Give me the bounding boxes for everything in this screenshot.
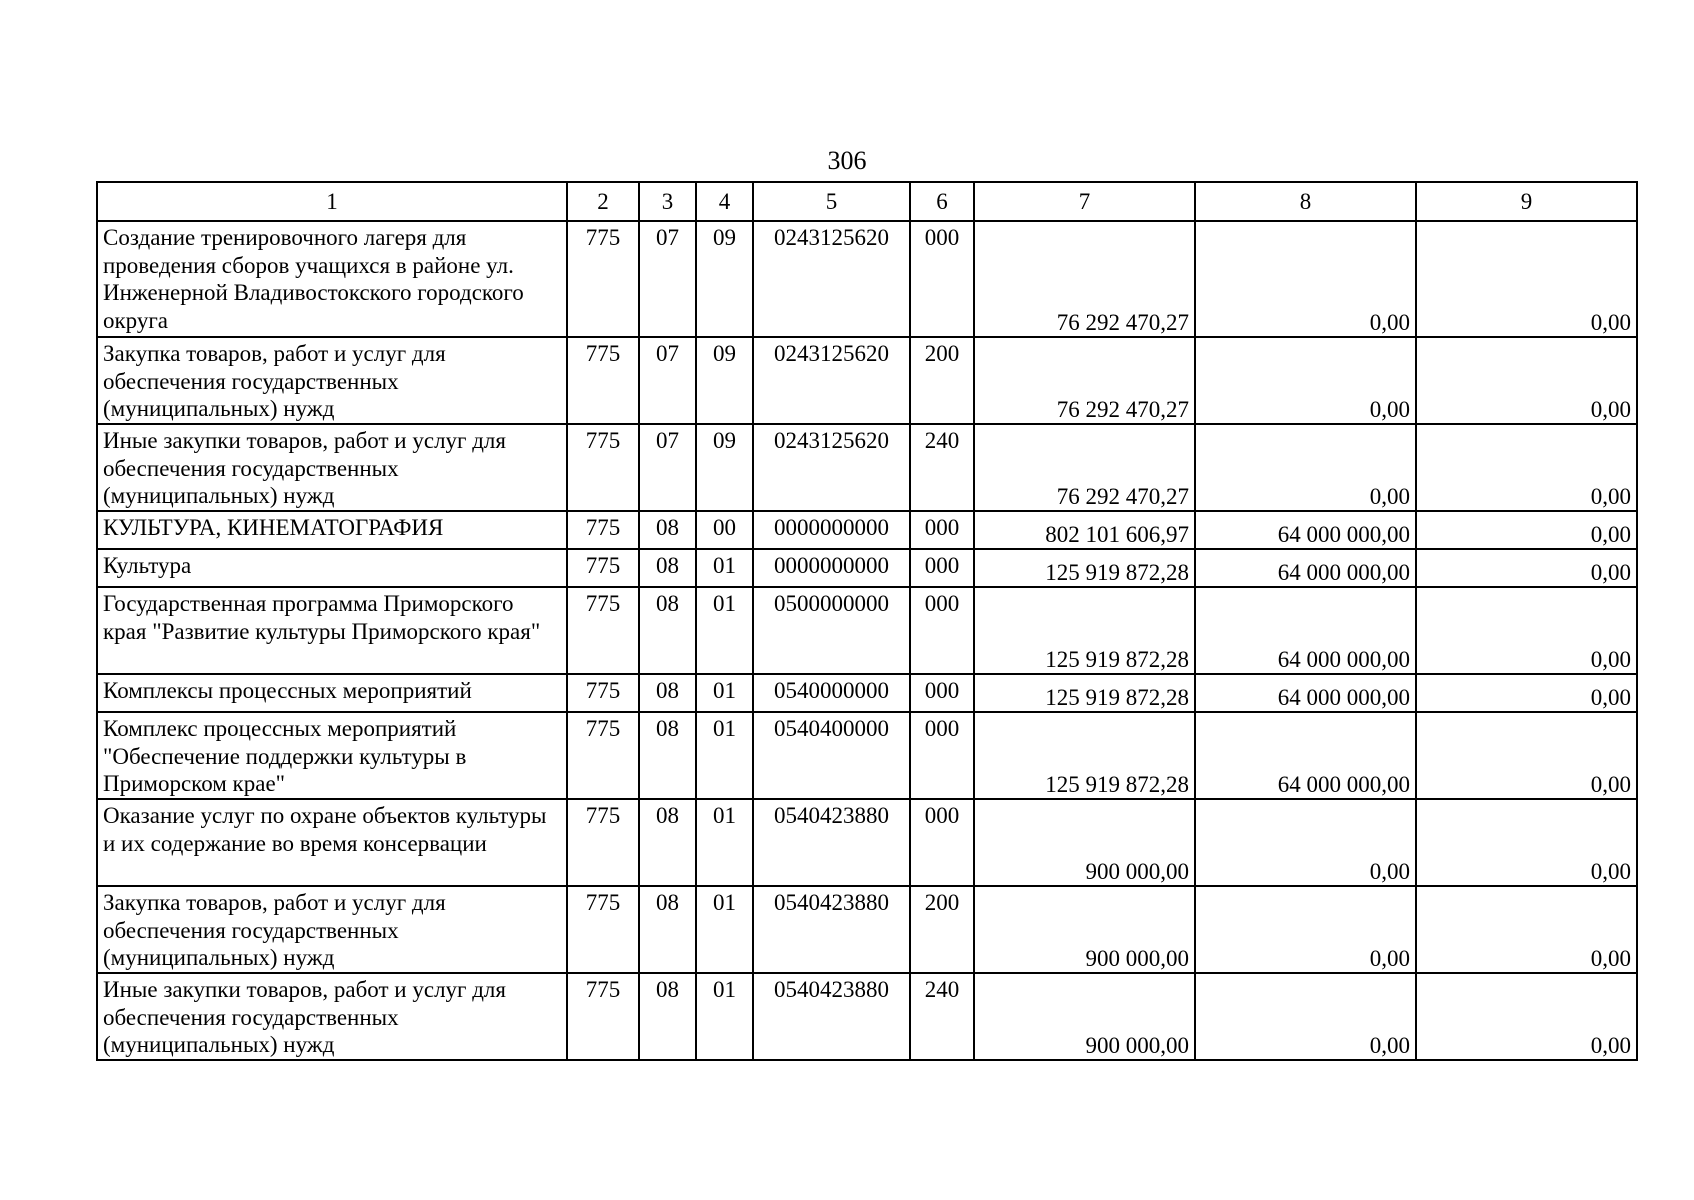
row-code-subsection: 01 bbox=[696, 549, 753, 587]
row-code-section: 08 bbox=[639, 712, 696, 799]
row-code-target: 0243125620 bbox=[753, 424, 910, 511]
row-amount-col9: 0,00 bbox=[1416, 674, 1637, 712]
row-code-ministry: 775 bbox=[567, 549, 639, 587]
row-code-ministry: 775 bbox=[567, 337, 639, 424]
row-amount-col8: 0,00 bbox=[1195, 221, 1416, 337]
row-amount-col8: 64 000 000,00 bbox=[1195, 712, 1416, 799]
row-name: Комплекс процессных мероприятий "Обеспечение поддержки культуры в Приморском крае" bbox=[97, 712, 567, 799]
page-number: 306 bbox=[827, 146, 867, 175]
row-code-target: 0243125620 bbox=[753, 337, 910, 424]
row-amount-col7: 76 292 470,27 bbox=[974, 337, 1195, 424]
row-amount-col8: 0,00 bbox=[1195, 424, 1416, 511]
row-code-ministry: 775 bbox=[567, 886, 639, 973]
column-header: 9 bbox=[1416, 182, 1637, 221]
row-amount-col8: 0,00 bbox=[1195, 799, 1416, 886]
row-amount-col7: 900 000,00 bbox=[974, 886, 1195, 973]
column-header: 6 bbox=[910, 182, 974, 221]
table-row bbox=[97, 712, 1637, 799]
row-amount-col8: 0,00 bbox=[1195, 973, 1416, 1060]
row-amount-col9: 0,00 bbox=[1416, 424, 1637, 511]
table-row bbox=[97, 511, 1637, 549]
row-amount-col9: 0,00 bbox=[1416, 221, 1637, 337]
row-amount-col7: 802 101 606,97 bbox=[974, 511, 1195, 549]
column-header: 4 bbox=[696, 182, 753, 221]
row-amount-col8: 64 000 000,00 bbox=[1195, 511, 1416, 549]
row-code-target: 0540400000 bbox=[753, 712, 910, 799]
column-header: 1 bbox=[97, 182, 567, 221]
row-amount-col8: 0,00 bbox=[1195, 337, 1416, 424]
row-code-ministry: 775 bbox=[567, 587, 639, 674]
row-code-expense-type: 240 bbox=[910, 973, 974, 1060]
row-amount-col7: 900 000,00 bbox=[974, 799, 1195, 886]
row-amount-col7: 900 000,00 bbox=[974, 973, 1195, 1060]
row-code-section: 08 bbox=[639, 587, 696, 674]
row-code-expense-type: 000 bbox=[910, 712, 974, 799]
row-code-subsection: 09 bbox=[696, 337, 753, 424]
row-amount-col8: 64 000 000,00 bbox=[1195, 674, 1416, 712]
row-code-section: 08 bbox=[639, 674, 696, 712]
budget-table bbox=[96, 181, 1638, 1061]
row-code-subsection: 01 bbox=[696, 587, 753, 674]
row-code-expense-type: 000 bbox=[910, 674, 974, 712]
row-amount-col9: 0,00 bbox=[1416, 712, 1637, 799]
row-code-section: 08 bbox=[639, 973, 696, 1060]
row-amount-col8: 64 000 000,00 bbox=[1195, 587, 1416, 674]
row-code-section: 07 bbox=[639, 424, 696, 511]
row-name: Культура bbox=[97, 549, 567, 587]
row-amount-col9: 0,00 bbox=[1416, 886, 1637, 973]
row-code-target: 0540423880 bbox=[753, 799, 910, 886]
row-code-section: 08 bbox=[639, 549, 696, 587]
row-code-subsection: 01 bbox=[696, 799, 753, 886]
row-code-target: 0500000000 bbox=[753, 587, 910, 674]
row-code-expense-type: 000 bbox=[910, 549, 974, 587]
row-amount-col9: 0,00 bbox=[1416, 511, 1637, 549]
column-header: 5 bbox=[753, 182, 910, 221]
row-code-ministry: 775 bbox=[567, 511, 639, 549]
row-name: Иные закупки товаров, работ и услуг для обеспечения государственных (муниципальных) нужд bbox=[97, 973, 567, 1060]
row-code-ministry: 775 bbox=[567, 712, 639, 799]
row-code-expense-type: 000 bbox=[910, 799, 974, 886]
row-amount-col7: 125 919 872,28 bbox=[974, 549, 1195, 587]
row-code-subsection: 09 bbox=[696, 221, 753, 337]
row-code-target: 0000000000 bbox=[753, 511, 910, 549]
header-row bbox=[97, 182, 1637, 221]
row-code-subsection: 01 bbox=[696, 886, 753, 973]
row-amount-col7: 76 292 470,27 bbox=[974, 221, 1195, 337]
table-row bbox=[97, 424, 1637, 511]
row-code-ministry: 775 bbox=[567, 973, 639, 1060]
row-name: КУЛЬТУРА, КИНЕМАТОГРАФИЯ bbox=[97, 511, 567, 549]
row-code-ministry: 775 bbox=[567, 799, 639, 886]
row-code-section: 07 bbox=[639, 221, 696, 337]
row-code-target: 0540000000 bbox=[753, 674, 910, 712]
row-code-target: 0000000000 bbox=[753, 549, 910, 587]
row-amount-col9: 0,00 bbox=[1416, 973, 1637, 1060]
column-header: 8 bbox=[1195, 182, 1416, 221]
row-name: Создание тренировочного лагеря для проведения сборов учащихся в районе ул. Инженерной Владивостокского городского округа bbox=[97, 221, 567, 337]
row-code-expense-type: 240 bbox=[910, 424, 974, 511]
column-header: 3 bbox=[639, 182, 696, 221]
row-code-expense-type: 000 bbox=[910, 587, 974, 674]
row-code-target: 0243125620 bbox=[753, 221, 910, 337]
row-amount-col7: 125 919 872,28 bbox=[974, 712, 1195, 799]
row-amount-col7: 125 919 872,28 bbox=[974, 587, 1195, 674]
row-name: Закупка товаров, работ и услуг для обеспечения государственных (муниципальных) нужд bbox=[97, 337, 567, 424]
row-name: Комплексы процессных мероприятий bbox=[97, 674, 567, 712]
row-code-subsection: 00 bbox=[696, 511, 753, 549]
table-row bbox=[97, 674, 1637, 712]
row-code-ministry: 775 bbox=[567, 674, 639, 712]
row-code-subsection: 01 bbox=[696, 973, 753, 1060]
row-name: Закупка товаров, работ и услуг для обеспечения государственных (муниципальных) нужд bbox=[97, 886, 567, 973]
row-code-subsection: 01 bbox=[696, 674, 753, 712]
row-code-subsection: 09 bbox=[696, 424, 753, 511]
row-amount-col8: 0,00 bbox=[1195, 886, 1416, 973]
row-amount-col8: 64 000 000,00 bbox=[1195, 549, 1416, 587]
row-code-section: 08 bbox=[639, 799, 696, 886]
row-name: Оказание услуг по охране объектов культуры и их содержание во время консервации bbox=[97, 799, 567, 886]
row-code-section: 07 bbox=[639, 337, 696, 424]
row-code-expense-type: 200 bbox=[910, 886, 974, 973]
column-header: 2 bbox=[567, 182, 639, 221]
table-row bbox=[97, 221, 1637, 337]
table-row bbox=[97, 886, 1637, 973]
row-code-target: 0540423880 bbox=[753, 973, 910, 1060]
column-header: 7 bbox=[974, 182, 1195, 221]
table-row bbox=[97, 799, 1637, 886]
table-row bbox=[97, 337, 1637, 424]
row-code-ministry: 775 bbox=[567, 424, 639, 511]
row-code-section: 08 bbox=[639, 511, 696, 549]
row-amount-col7: 76 292 470,27 bbox=[974, 424, 1195, 511]
row-amount-col9: 0,00 bbox=[1416, 587, 1637, 674]
row-amount-col7: 125 919 872,28 bbox=[974, 674, 1195, 712]
row-code-section: 08 bbox=[639, 886, 696, 973]
row-code-target: 0540423880 bbox=[753, 886, 910, 973]
row-amount-col9: 0,00 bbox=[1416, 337, 1637, 424]
row-amount-col9: 0,00 bbox=[1416, 549, 1637, 587]
row-code-subsection: 01 bbox=[696, 712, 753, 799]
row-code-ministry: 775 bbox=[567, 221, 639, 337]
table-row bbox=[97, 973, 1637, 1060]
row-amount-col9: 0,00 bbox=[1416, 799, 1637, 886]
row-name: Иные закупки товаров, работ и услуг для обеспечения государственных (муниципальных) нужд bbox=[97, 424, 567, 511]
row-code-expense-type: 200 bbox=[910, 337, 974, 424]
table-row bbox=[97, 549, 1637, 587]
row-name: Государственная программа Приморского края "Развитие культуры Приморского края" bbox=[97, 587, 567, 674]
row-code-expense-type: 000 bbox=[910, 511, 974, 549]
table-row bbox=[97, 587, 1637, 674]
row-code-expense-type: 000 bbox=[910, 221, 974, 337]
